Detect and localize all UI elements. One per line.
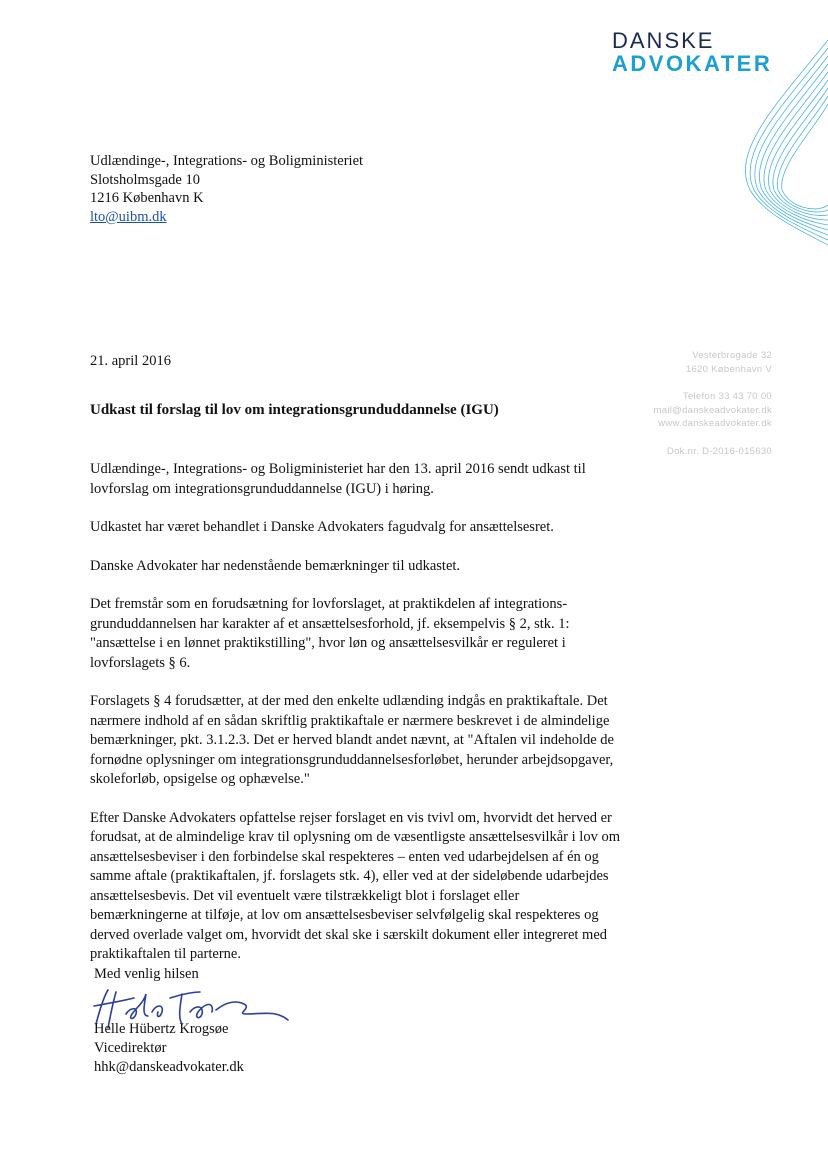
signer-name: Helle Hübertz Krogsøe [94,1021,229,1037]
paragraph: Udlændinge-, Integrations- og Boligministeriet har den 13. april 2016 sendt udkast til lovforslag om integrationsgrunduddannelse (IGU) i høring. [90,461,586,497]
recipient-line-ministry: Udlændinge-, Integrations- og Boligministeriet [90,153,364,169]
recipient-line-city: 1216 København K [90,190,204,206]
paragraph: Forslagets § 4 forudsætter, at der med den enkelte udlænding indgås en praktikaftale. Det nærmere indhold af en sådan skriftlig praktikaftale er nærmere beskrevet i de almindelige bemærkninger, pkt. 3.1.2.3. Det er herved blandt andet nævnt, at "Aftalen vil indeholde de fornødne oplysninger om integrationsgrunduddannelsesforløbet, herunder arbejdsopgaver, skoleforløb, opsigelse og ophævelse." [90,693,614,787]
paragraph: Udkastet har været behandlet i Danske Advokaters fagudvalg for ansættelsesret. [90,519,554,535]
signer-email: hhk@danskeadvokater.dk [94,1059,244,1075]
letter-body [90,460,620,984]
sender-city: 1620 København V [685,363,772,375]
recipient-line-street: Slotsholmsgade 10 [90,171,200,188]
signer-title: Vicedirektør [94,1040,167,1056]
logo-line-advokater: ADVOKATER [612,51,773,76]
paragraph: Det fremstår som en forudsætning for lovforslaget, at praktikdelen af integrations-grunduddannelsen har karakter af et ansættelsesforhold, jf. eksempelvis § 2, stk. 1: "ansættelse i en lønnet praktikstilling", hvor løn og ansættelsesvilkår er reguleret i lovforslagets § 6. [90,596,570,671]
document-number: Dok.nr. D-2016-015630 [666,445,772,457]
logo-line-danske: DANSKE [612,28,715,53]
sender-phone: Telefon 33 43 70 00 [682,391,772,402]
sender-web: www.danskeadvokater.dk [658,418,772,429]
recipient-address [90,152,363,226]
letter-date: 21. april 2016 [90,353,171,369]
paragraph: Danske Advokater har nedenstående bemærkninger til udkastet. [90,557,461,574]
letter-subject: Udkast til forslag til lov om integrationsgrunduddannelse (IGU) [90,402,499,418]
paragraph: Efter Danske Advokaters opfattelse rejser forslaget en vis tvivl om, hvorvidt det herved er forudsat, at de almindelige krav til oplysning om de væsentligste ansættelsesvilkår i lov om ansættelsesbeviser i den forbindelse skal respekteres – enten ved udarbejdelsen af én og samme aftale (praktikaftalen, jf. forslagets stk. 4), eller ved at der sideløbende udarbejdes ansættelsesbevis. Det vil eventuelt være tilstrækkeligt blot i forslaget eller bemærkningerne at tilføje, at lov om ansættelsesbeviser selvfølgelig skal respekteres og derved overlade valget om, hvorvidt det skal ske i særskilt dokument eller integreret med praktikaftalen til parterne. [90,809,620,962]
recipient-email-link[interactable]: lto@uibm.dk [90,208,167,225]
sender-email: mail@danskeadvokater.dk [653,404,772,416]
sender-info-column [654,349,772,458]
sender-street: Vesterbrogade 32 [692,350,772,361]
logo-swoosh-graphic [700,40,828,250]
signer-block [94,1020,244,1077]
closing-greeting: Med venlig hilsen [94,966,199,982]
